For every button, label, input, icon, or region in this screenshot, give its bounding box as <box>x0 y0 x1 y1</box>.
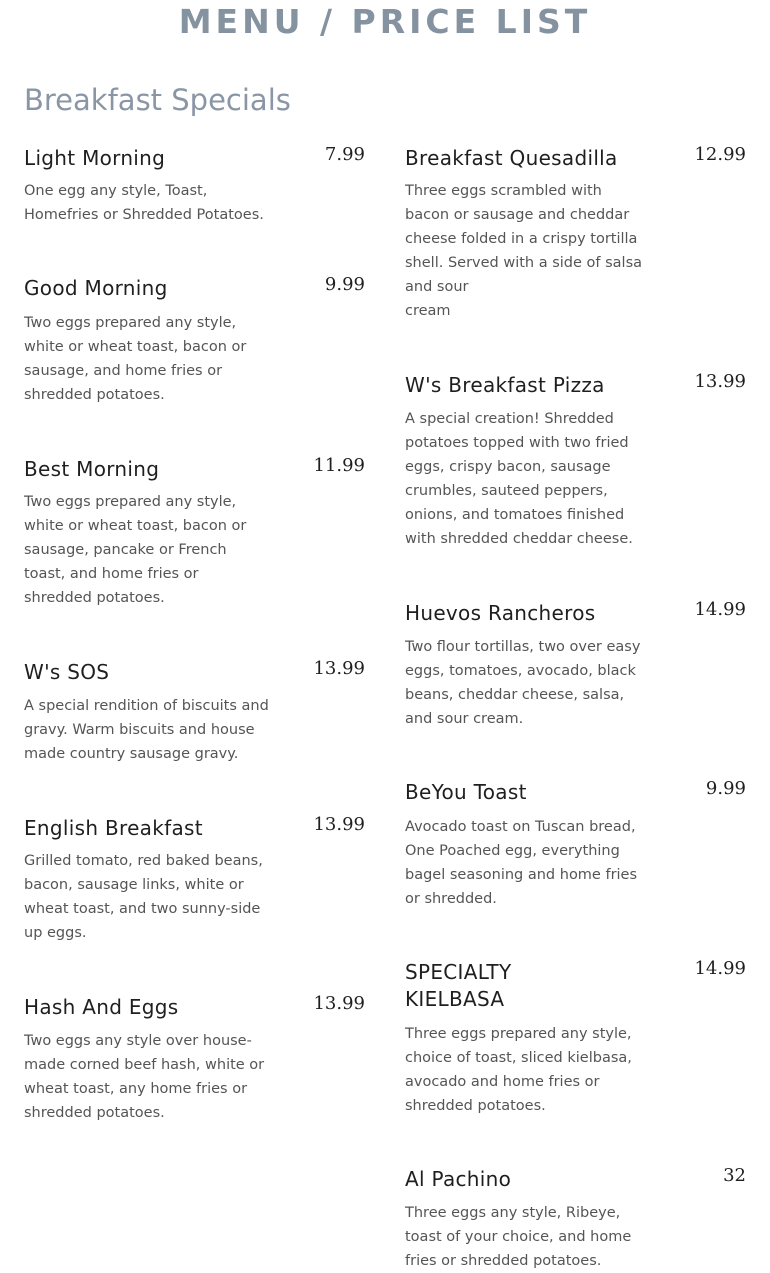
item-name: Best Morning <box>24 457 160 481</box>
item-price: 7.99 <box>324 144 365 165</box>
item-price: 13.99 <box>694 371 746 392</box>
item-name: W's SOS <box>24 660 110 684</box>
item-price: 11.99 <box>313 455 365 476</box>
item-description: Two eggs prepared any style, white or wheat toast, bacon or sausage, pancake or French toast, and home fries or shredded potatoes. <box>24 494 247 606</box>
item-price: 14.99 <box>694 958 746 979</box>
item-name: Huevos Rancheros <box>405 601 596 625</box>
item-name: W's Breakfast Pizza <box>405 373 605 397</box>
item-description: Two eggs any style over house-made corned beef hash, white or wheat toast, any home fries or shredded potatoes. <box>24 1033 265 1121</box>
item-name: Light Morning <box>24 146 166 170</box>
item-description: One egg any style, Toast, Homefries or Shredded Potatoes. <box>24 183 264 223</box>
page-title: MENU / PRICE LIST <box>178 2 592 41</box>
item-price: 13.99 <box>313 993 365 1014</box>
item-name: Breakfast Quesadilla <box>405 146 618 170</box>
item-name: Al Pachino <box>405 1167 512 1191</box>
item-description: Two eggs prepared any style, white or wheat toast, bacon or sausage, and home fries or shredded potatoes. <box>24 315 247 403</box>
item-description: Grilled tomato, red baked beans, bacon, sausage links, white or wheat toast, and two sunny-side up eggs. <box>24 853 263 941</box>
item-price: 13.99 <box>313 658 365 679</box>
item-name: BeYou Toast <box>405 780 527 804</box>
item-name: SPECIALTY KIELBASA <box>405 960 512 1011</box>
item-description: Three eggs prepared any style, choice of toast, sliced kielbasa, avocado and home fries or shredded potatoes. <box>405 1026 632 1114</box>
item-description: Three eggs any style, Ribeye, toast of your choice, and home fries or shredded potatoes. <box>405 1205 632 1269</box>
item-price: 32 <box>723 1165 746 1186</box>
item-price: 9.99 <box>324 274 365 295</box>
item-price: 13.99 <box>313 814 365 835</box>
item-name: English Breakfast <box>24 816 203 840</box>
item-price: 9.99 <box>705 778 746 799</box>
item-description: Two flour tortillas, two over easy eggs, tomatoes, avocado, black beans, cheddar cheese, salsa, and sour cream. <box>405 639 641 727</box>
item-description: Avocado toast on Tuscan bread, One Poached egg, everything bagel seasoning and home fries or shredded. <box>405 819 638 907</box>
item-price: 12.99 <box>694 144 746 165</box>
item-name: Good Morning <box>24 276 168 300</box>
item-price: 14.99 <box>694 599 746 620</box>
item-description: A special rendition of biscuits and gravy. Warm biscuits and house made country sausage gravy. <box>24 698 269 762</box>
item-name: Hash And Eggs <box>24 995 179 1019</box>
item-description: A special creation! Shredded potatoes topped with two fried eggs, crispy bacon, sausage crumbles, sauteed peppers, onions, and tomatoes finished with shredded cheddar cheese. <box>405 411 633 547</box>
section-title: Breakfast Specials <box>24 83 291 117</box>
item-description: Three eggs scrambled with bacon or sausage and cheddar cheese folded in a crispy tortilla shell. Served with a side of salsa and sour cream <box>405 183 643 319</box>
